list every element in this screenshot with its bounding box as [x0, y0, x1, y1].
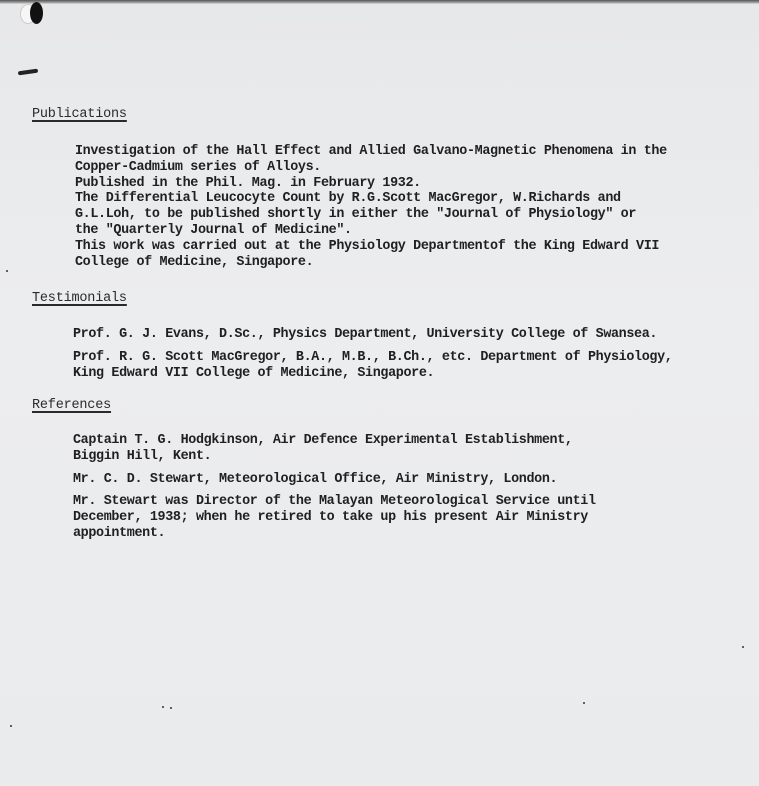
reference-line: Mr. C. D. Stewart, Meteorological Office, Air Ministry, London. [73, 471, 558, 487]
punch-hole-dark [30, 2, 43, 24]
publication-line: the "Quarterly Journal of Medicine". [75, 222, 352, 238]
punch-hole-mark [20, 2, 44, 24]
reference-line: appointment. [73, 525, 166, 541]
publication-line: Copper-Cadmium series of Alloys. [75, 159, 321, 175]
heading-testimonials: Testimonials [32, 291, 127, 306]
speck [170, 707, 172, 709]
publication-line: The Differential Leucocyte Count by R.G.Scott MacGregor, W.Richards and [75, 191, 621, 207]
reference-line: Biggin Hill, Kent. [73, 448, 212, 464]
testimonial-line: Prof. R. G. Scott MacGregor, B.A., M.B., B.Ch., etc. Department of Physiology, [73, 349, 673, 365]
reference-line: Mr. Stewart was Director of the Malayan Meteorological Service until [73, 494, 596, 510]
reference-line: December, 1938; when he retired to take up his present Air Ministry [73, 510, 588, 526]
heading-publications: Publications [32, 107, 127, 122]
publication-line: College of Medicine, Singapore. [75, 254, 314, 270]
speck [742, 646, 744, 648]
publication-line: This work was carried out at the Physiology Departmentof the King Edward VII [75, 238, 660, 254]
speck [162, 706, 164, 708]
references-block [73, 433, 596, 542]
speck [583, 702, 585, 704]
page-top-edge [0, 0, 759, 4]
ink-mark [18, 69, 38, 76]
testimonial-line: Prof. G. J. Evans, D.Sc., Physics Department, University College of Swansea. [73, 327, 658, 342]
speck [6, 270, 8, 272]
publication-line: Published in the Phil. Mag. in February 1932. [75, 175, 421, 191]
testimonial-line: King Edward VII College of Medicine, Singapore. [73, 365, 435, 381]
publications-block [75, 144, 667, 270]
speck [10, 725, 12, 727]
publication-line: G.L.Loh, to be published shortly in either the "Journal of Physiology" or [75, 207, 637, 223]
publication-line: Investigation of the Hall Effect and Allied Galvano-Magnetic Phenomena in the [75, 144, 667, 159]
reference-line: Captain T. G. Hodgkinson, Air Defence Experimental Establishment, [73, 433, 573, 448]
heading-references: References [32, 398, 112, 413]
testimonials-block [73, 327, 673, 381]
